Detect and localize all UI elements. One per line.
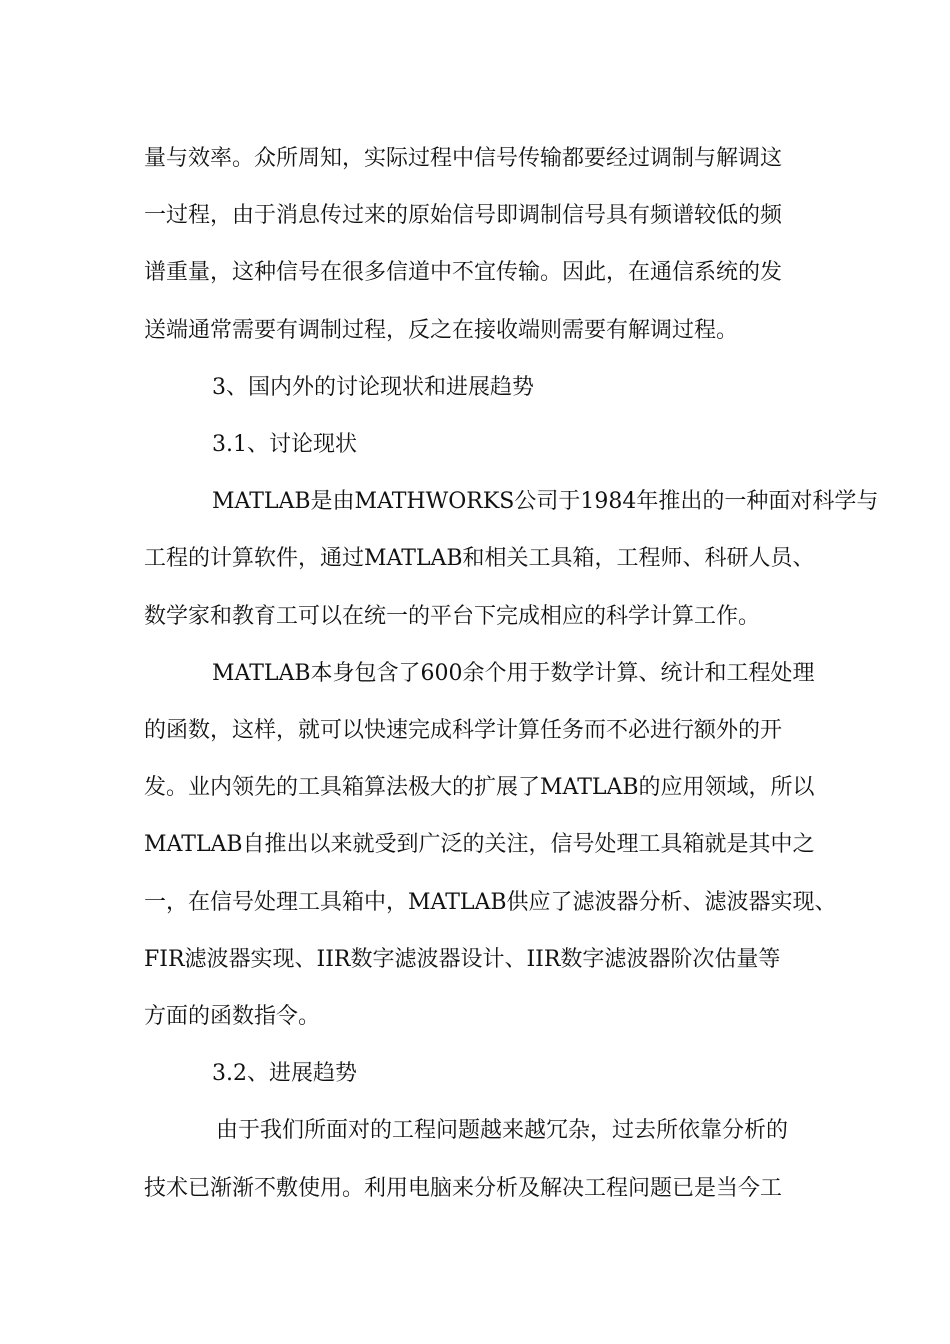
section-heading: 3、国内外的讨论现状和进展趋势: [212, 374, 534, 400]
paragraph-first-line: MATLAB本身包含了600余个用于数学计算、统计和工程处理: [212, 660, 815, 686]
body-text-line: FIR滤波器实现、IIR数字滤波器设计、IIR数字滤波器阶次估量等: [144, 946, 781, 972]
body-text-line: 发。业内领先的工具箱算法极大的扩展了MATLAB的应用领域，所以: [144, 775, 815, 801]
body-text-line: 一过程，由于消息传过来的原始信号即调制信号具有频谱较低的频: [144, 203, 783, 229]
body-text-line: MATLAB自推出以来就受到广泛的关注，信号处理工具箱就是其中之: [144, 832, 815, 858]
subsection-heading: 3.1、讨论现状: [212, 432, 357, 458]
body-text-line: 工程的计算软件，通过MATLAB和相关工具箱，工程师、科研人员、: [144, 546, 815, 572]
body-text-line: 一，在信号处理工具箱中，MATLAB供应了滤波器分析、滤波器实现、: [144, 889, 837, 915]
paragraph-first-line: MATLAB是由MATHWORKS公司于1984年推出的一种面对科学与: [212, 489, 879, 515]
document-body: [144, 130, 879, 1217]
body-text-line: 方面的函数指令。: [144, 1004, 321, 1030]
body-text-line: 数学家和教育工可以在统一的平台下完成相应的科学计算工作。: [144, 603, 761, 629]
body-text-line: 谱重量，这种信号在很多信道中不宜传输。因此，在通信系统的发: [144, 260, 783, 286]
body-text-line: 量与效率。众所周知，实际过程中信号传输都要经过调制与解调这: [144, 146, 783, 171]
body-text-line: 技术已渐渐不敷使用。利用电脑来分析及解决工程问题已是当今工: [144, 1175, 783, 1201]
subsection-heading: 3.2、进展趋势: [212, 1061, 357, 1087]
paragraph-first-line: 由于我们所面对的工程问题越来越冗杂，过去所依靠分析的: [216, 1118, 789, 1144]
body-text-line: 的函数，这样，就可以快速完成科学计算任务而不必进行额外的开: [144, 718, 783, 744]
body-text-line: 送端通常需要有调制过程，反之在接收端则需要有解调过程。: [144, 317, 739, 343]
